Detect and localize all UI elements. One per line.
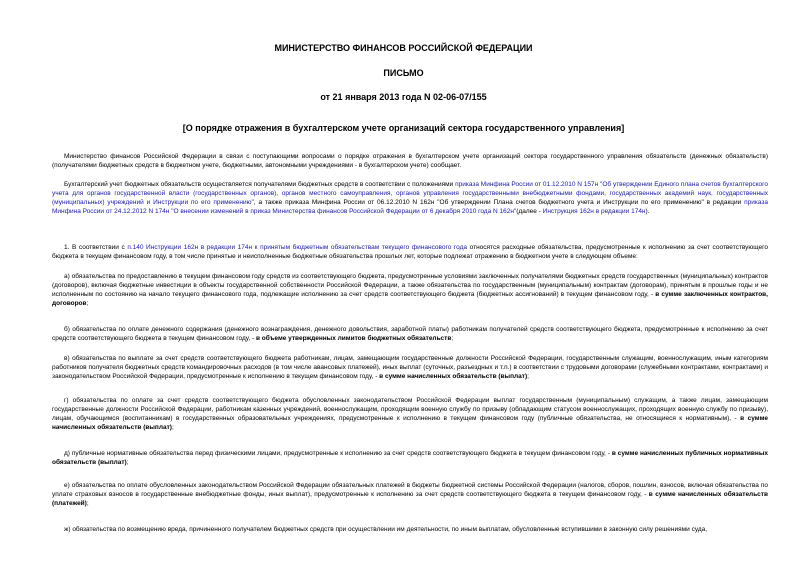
paragraph-item-e-text: д) публичные нормативные обязательства перед физическими лицами, предусмотренные к исполнению за счет средств соответствующего бюджета в текущем финансовом году, - <box>64 450 612 457</box>
paragraph-item-b <box>52 325 768 343</box>
link-order-174n[interactable]: приказа Минфина России от 24.12.2012 N 174н "О внесении изменений в приказ Министерства финансов Российской Федерации от 6 декабря 2010 года N 162н" <box>52 199 769 215</box>
link-order-157n[interactable]: приказа Минфина России от 01.12.2010 N 157н "Об утверждении Единого плана счетов бухгалтерского учета для органов государственной власти (государственных органов), органов местного самоуправления, органов управления государственными внебюджетными фондами, государственных академий наук, государственных (муниципальных) учреждений и Инструкции по его применению" <box>52 181 768 206</box>
paragraph-item-c <box>52 354 768 381</box>
paragraph-item-1-text-a: 1. В соответствии с <box>64 244 128 251</box>
paragraph-item-e <box>52 449 768 467</box>
paragraph-item-a-bold: в сумме заключенных контрактов, договоров <box>52 291 768 307</box>
paragraph-accounting-text-b: , а также приказа Минфина России от 06.12.2010 N 162н "Об утверждении Плана счетов бюджетного учета и Инструкции по его применению" в редакции <box>253 199 745 206</box>
paragraph-item-c-text: в) обязательства по выплате за счет средств соответствующего бюджета работникам, лицам, замещающим государственные должности Российской Федерации, государственным служащим, военнослужащим, иным категориям работников получателя бюджетных средств командировочных расходов (в том числе авансовых платежей), иных выплат (суточных, разъездных и т.п.) в соответствии с трудовыми договорами (служебными контрактами, контрактами) и законодательством Российской Федерации, предусмотренные к исполнению в текущем финансовом году, - <box>52 355 768 380</box>
paragraph-item-d <box>52 396 768 432</box>
paragraph-item-f <box>52 481 768 508</box>
paragraph-item-f-end: ; <box>86 500 89 507</box>
paragraph-item-1 <box>52 243 768 261</box>
paragraph-item-f-text: е) обязательства по оплате обусловленных законодательством Российской Федерации обязательных платежей в бюджеты бюджетной системы Российской Федерации (налогов, сборов, пошлин, взносов, включая обязательства по уплате страховых взносов в государственные внебюджетные фонды, иных выплат), предусмотренные к исполнению за счет средств соответствующего бюджета в текущем финансовом году, - <box>52 482 768 498</box>
document-date-number: от 21 января 2013 года N 02-06-07/155 <box>320 92 487 102</box>
paragraph-item-e-end: ; <box>126 459 129 466</box>
paragraph-item-d-end: ; <box>171 424 174 431</box>
paragraph-item-d-bold: в сумме начисленных обязательств (выплат) <box>52 415 768 431</box>
paragraph-item-a-end: ; <box>86 300 89 307</box>
link-instruction-162n[interactable]: Инструкция 162н в редакции 174н <box>542 208 646 215</box>
paragraph-item-b-end: ; <box>451 335 454 342</box>
paragraph-item-b-bold: в объеме утвержденных лимитов бюджетных обязательств <box>255 335 452 342</box>
paragraph-accounting-text-a: Бухгалтерский учет бюджетных обязательств осуществляется получателями бюджетных средств в соответствии с положениями <box>64 181 456 188</box>
ministry-heading: МИНИСТЕРСТВО ФИНАНСОВ РОССИЙСКОЙ ФЕДЕРАЦИИ <box>274 43 533 53</box>
paragraph-item-g-text: ж) обязательства по возмещению вреда, причиненного получателем бюджетных средств при осуществлении им деятельности, по иным выплатам, обусловленные вступившими в законную силу решениями суда, <box>64 526 708 533</box>
paragraph-item-d-text: г) обязательства по оплате за счет средств соответствующего бюджета обусловленных законодательством Российской Федерации выплат государственным (муниципальным) служащим, а также лицам, замещающим государственные должности Российской Федерации, работникам казенных учреждений, военнослужащим, проходящим военную службу по призыву (обладающим статусом военнослужащих, проходящих военную службу по призыву), лицам, обучающимся (воспитанникам) в государственных образовательных учреждениях, предусмотренные к исполнению в текущем финансовом году (публичные обязательства, не относящиеся к нормативным), - <box>52 397 768 422</box>
paragraph-item-f-bold: в сумме начисленных обязательств (платежей) <box>52 491 768 507</box>
paragraph-item-a <box>52 272 768 308</box>
paragraph-item-b-text: б) обязательства по оплате денежного содержания (денежного вознаграждения, денежного довольствия, заработной платы) работникам получателей средств соответствующего бюджета, предусмотренные к исполнению за счет средств соответствующего бюджета в текущем финансовом году, - <box>52 326 768 342</box>
paragraph-item-c-end: ; <box>527 373 529 380</box>
paragraph-intro-text: Министерство финансов Российской Федерации в связи с поступающими вопросами о порядке отражения в бухгалтерском учете организаций сектора государственного управления обязательств (денежных обязательств) (получателями бюджетных средств в бюджетном учете, бюджетными, автономными учреждениями - в бухгалтерском учете) сообщает. <box>52 153 768 169</box>
link-clause-140[interactable]: п.140 Инструкции 162н в редакции 174н к принятым бюджетным обязательствам текущего финансового года <box>127 244 468 251</box>
paragraph-intro <box>52 152 768 170</box>
paragraph-item-e-bold: в сумме начисленных публичных нормативных обязательств (выплат) <box>52 450 768 466</box>
paragraph-accounting-text-c: (далее - <box>516 208 543 215</box>
document-type: ПИСЬМО <box>383 68 424 78</box>
paragraph-item-c-bold: в сумме начисленных обязательств (выплат) <box>379 373 528 380</box>
paragraph-item-g <box>52 525 768 534</box>
document-subject: [О порядке отражения в бухгалтерском учете организаций сектора государственного управления] <box>182 123 625 133</box>
paragraph-accounting <box>52 180 768 216</box>
paragraph-accounting-text-d: ). <box>645 208 650 215</box>
paragraph-item-a-text: а) обязательства по предоставлению в текущем финансовом году средств из соответствующего бюджета, предусмотренные условиями заключенных получателями бюджетных средств государственных (муниципальных) контрактов (договоров), включая бюджетные инвестиции в объекты государственной собственности Российской Федерации, а также обязательства по государственным (муниципальным) контрактам (договорам), принятым в прошлые годы и не исполненным по состоянию на начало текущего финансового года, подлежащие исполнению за счет средств соответствующего бюджета (бюджетных ассигнований) в текущем финансовом году, - <box>52 273 768 298</box>
paragraph-item-1-text-b: относятся расходные обязательства, предусмотренные к исполнению за счет соответствующего бюджета в текущем финансовом году, в том числе принятые и неисполненные бюджетные обязательства прошлых лет, которые подлежат отражению в бюджетном учете в следующем объеме: <box>52 244 769 260</box>
